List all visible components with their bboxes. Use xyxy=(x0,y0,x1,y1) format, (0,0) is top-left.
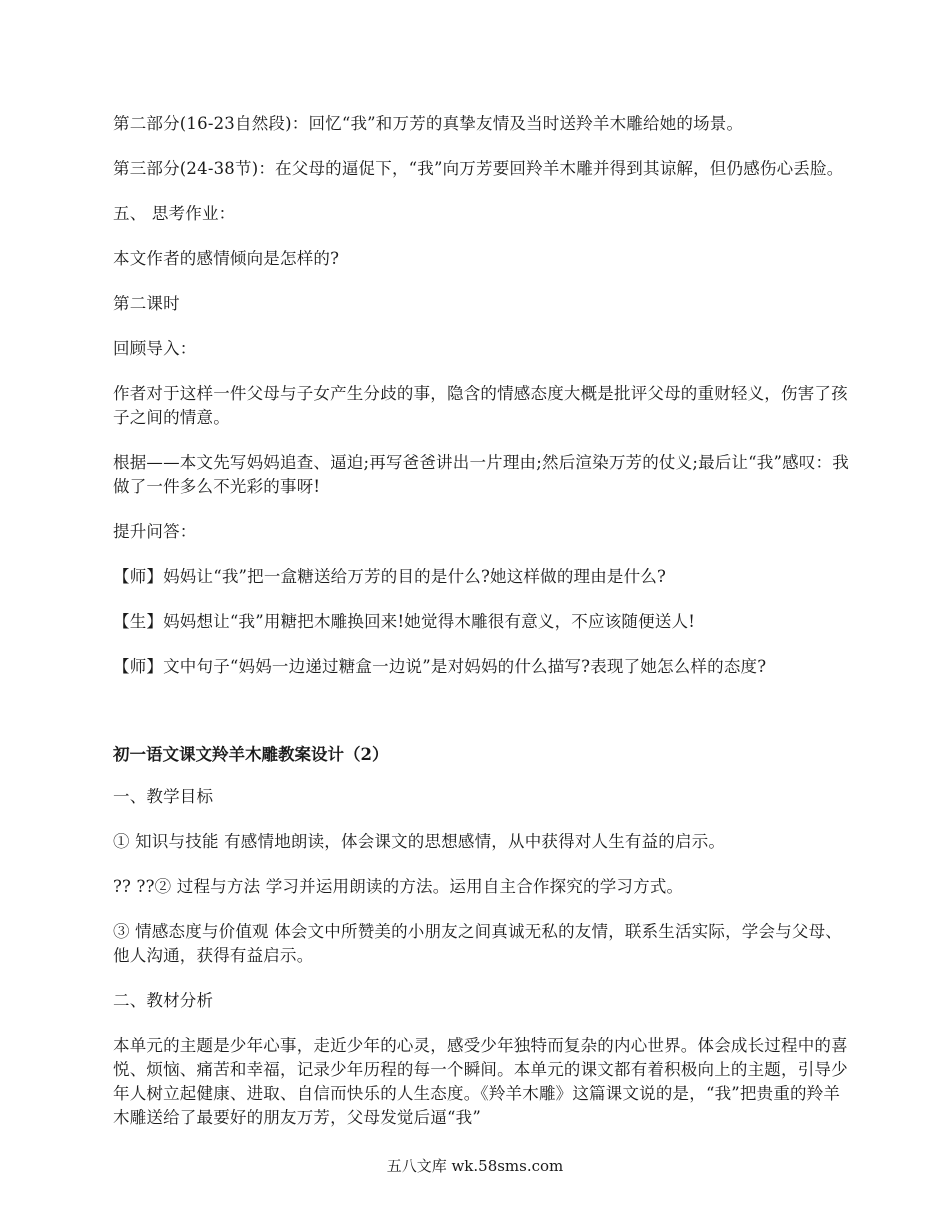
section-spacer xyxy=(113,700,853,743)
paragraph-homework-question: 本文作者的感情倾向是怎样的? xyxy=(113,249,340,268)
paragraph-basis: 根据——本文先写妈妈追查、逼迫;再写爸爸讲出一片理由;然后渲染万芳的仗义;最后让“我”感叹：我做了一件多么不光彩的事呀! xyxy=(113,453,849,496)
paragraph-part-two: 第二部分(16-23自然段)：回忆“我”和万芳的真挚友情及当时送羚羊木雕给她的场景。 xyxy=(113,114,744,133)
paragraph-material-analysis-heading: 二、教材分析 xyxy=(113,991,214,1010)
paragraph-review-intro: 回顾导入： xyxy=(113,339,197,358)
paragraph-author-attitude: 作者对于这样一件父母与子女产生分歧的事，隐含的情感态度大概是批评父母的重财轻义，伤害了孩子之间的情意。 xyxy=(113,384,848,427)
page-footer: 五八文库 wk.58sms.com xyxy=(386,1157,564,1175)
paragraph-homework-heading: 五、 思考作业： xyxy=(113,204,236,223)
paragraph-student-answer: 【生】妈妈想让“我”用糖把木雕换回来!她觉得木雕很有意义，不应该随便送人! xyxy=(113,612,696,631)
section-title: 初一语文课文羚羊木雕教案设计（2） xyxy=(113,745,389,764)
paragraph-goal-knowledge: ① 知识与技能 有感情地朗读，体会课文的思想感情，从中获得对人生有益的启示。 xyxy=(113,832,726,851)
paragraph-qa-heading: 提升问答： xyxy=(113,522,197,541)
paragraph-part-three: 第三部分(24-38节)：在父母的逼促下，“我”向万芳要回羚羊木雕并得到其谅解，但仍感伤心丢脸。 xyxy=(113,159,844,178)
paragraph-goal-attitude: ③ 情感态度与价值观 体会文中所赞美的小朋友之间真诚无私的友情，联系生活实际，学会与父母、他人沟通，获得有益启示。 xyxy=(113,922,842,965)
paragraph-second-lesson: 第二课时 xyxy=(113,294,180,313)
paragraph-teaching-goals-heading: 一、教学目标 xyxy=(113,787,214,806)
paragraph-goal-process: ?? ??② 过程与方法 学习并运用朗读的方法。运用自主合作探究的学习方式。 xyxy=(113,877,684,896)
document-body xyxy=(113,112,853,1151)
paragraph-teacher-question-2: 【师】文中句子“妈妈一边递过糖盒一边说”是对妈妈的什么描写?表现了她怎么样的态度? xyxy=(113,657,767,676)
paragraph-material-analysis: 本单元的主题是少年心事，走近少年的心灵，感受少年独特而复杂的内心世界。体会成长过程中的喜悦、烦恼、痛苦和幸福，记录少年历程的每一个瞬间。本单元的课文都有着积极向上的主题，引导少年人树立起健康、进取、自信而快乐的人生态度。《羚羊木雕》这篇课文说的是，“我”把贵重的羚羊木雕送给了最要好的朋友万芳，父母发觉后逼“我” xyxy=(113,1036,848,1127)
paragraph-teacher-question-1: 【师】妈妈让“我”把一盒糖送给万芳的目的是什么?她这样做的理由是什么? xyxy=(113,567,667,586)
